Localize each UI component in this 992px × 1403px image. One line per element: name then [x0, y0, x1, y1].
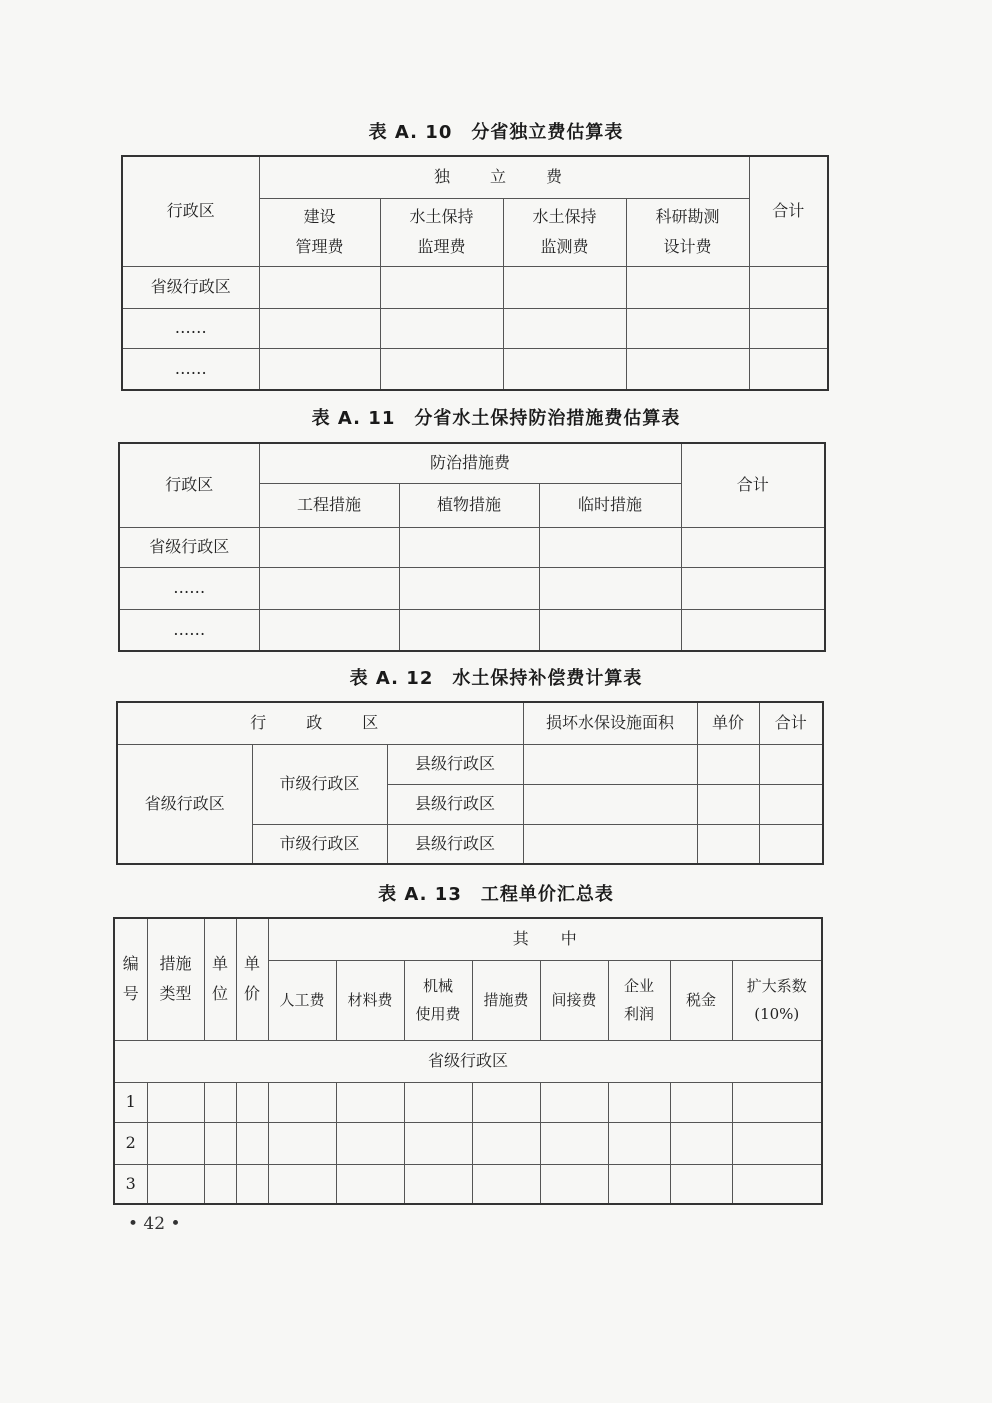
- county-cell: 县级行政区: [387, 744, 523, 784]
- measure-type-header: 措施 类型: [147, 918, 204, 1040]
- city-cell: 市级行政区: [252, 824, 387, 864]
- col-header: 机械 使用费: [404, 960, 472, 1040]
- table-a13-title: 表 A. 13 工程单价汇总表: [378, 884, 614, 905]
- col-header: 建设 管理费: [259, 198, 380, 266]
- region-header: 行政区: [122, 156, 259, 266]
- total-header: 合计: [681, 443, 825, 527]
- col-header: 税金: [670, 960, 732, 1040]
- county-cell: 县级行政区: [387, 824, 523, 864]
- col-header: 科研勘测 设计费: [626, 198, 749, 266]
- unit-header: 单 位: [204, 918, 236, 1040]
- table-a11: [118, 442, 826, 652]
- breakdown-header: 其 中: [268, 918, 822, 960]
- col-header: 材料费: [336, 960, 404, 1040]
- row-label: ……: [122, 308, 259, 348]
- row-label: 省级行政区: [122, 266, 259, 308]
- section-row: 省级行政区: [114, 1040, 822, 1082]
- table-a10: [121, 155, 829, 391]
- col-header: 水土保持 监测费: [503, 198, 626, 266]
- row-label: ……: [119, 609, 259, 651]
- row-label: 省级行政区: [119, 527, 259, 567]
- col-header: 水土保持 监理费: [380, 198, 503, 266]
- number-header: 编 号: [114, 918, 147, 1040]
- total-header: 合计: [759, 702, 823, 744]
- row-number: 2: [114, 1122, 147, 1164]
- prevention-fee-header: 防治措施费: [259, 443, 681, 483]
- table-a12-title: 表 A. 12 水土保持补偿费计算表: [349, 668, 643, 689]
- row-number: 1: [114, 1082, 147, 1122]
- col-header: 间接费: [540, 960, 608, 1040]
- col-header: 企业 利润: [608, 960, 670, 1040]
- col-header: 措施费: [472, 960, 540, 1040]
- col-header: 扩大系数 (10%): [732, 960, 822, 1040]
- col-header: 工程措施: [259, 483, 399, 527]
- province-cell: 省级行政区: [117, 744, 252, 864]
- row-label: ……: [122, 348, 259, 390]
- table-a13: [113, 917, 823, 1205]
- county-cell: 县级行政区: [387, 784, 523, 824]
- area-header: 损坏水保设施面积: [523, 702, 697, 744]
- page-number: • 42 •: [128, 1214, 181, 1234]
- table-a11-title: 表 A. 11 分省水土保持防治措施费估算表: [311, 408, 681, 429]
- col-header: 临时措施: [539, 483, 681, 527]
- region-header: 行政区: [119, 443, 259, 527]
- col-header: 植物措施: [399, 483, 539, 527]
- total-header: 合计: [749, 156, 828, 266]
- row-number: 3: [114, 1164, 147, 1204]
- city-cell: 市级行政区: [252, 744, 387, 824]
- independent-fee-header: 独 立 费: [259, 156, 749, 198]
- col-header: 人工费: [268, 960, 336, 1040]
- unit-price-header: 单 价: [236, 918, 268, 1040]
- row-label: ……: [119, 567, 259, 609]
- table-a12: [116, 701, 824, 865]
- table-a10-title: 表 A. 10 分省独立费估算表: [368, 122, 624, 143]
- unit-price-header: 单价: [697, 702, 759, 744]
- region-header: 行 政 区: [117, 702, 523, 744]
